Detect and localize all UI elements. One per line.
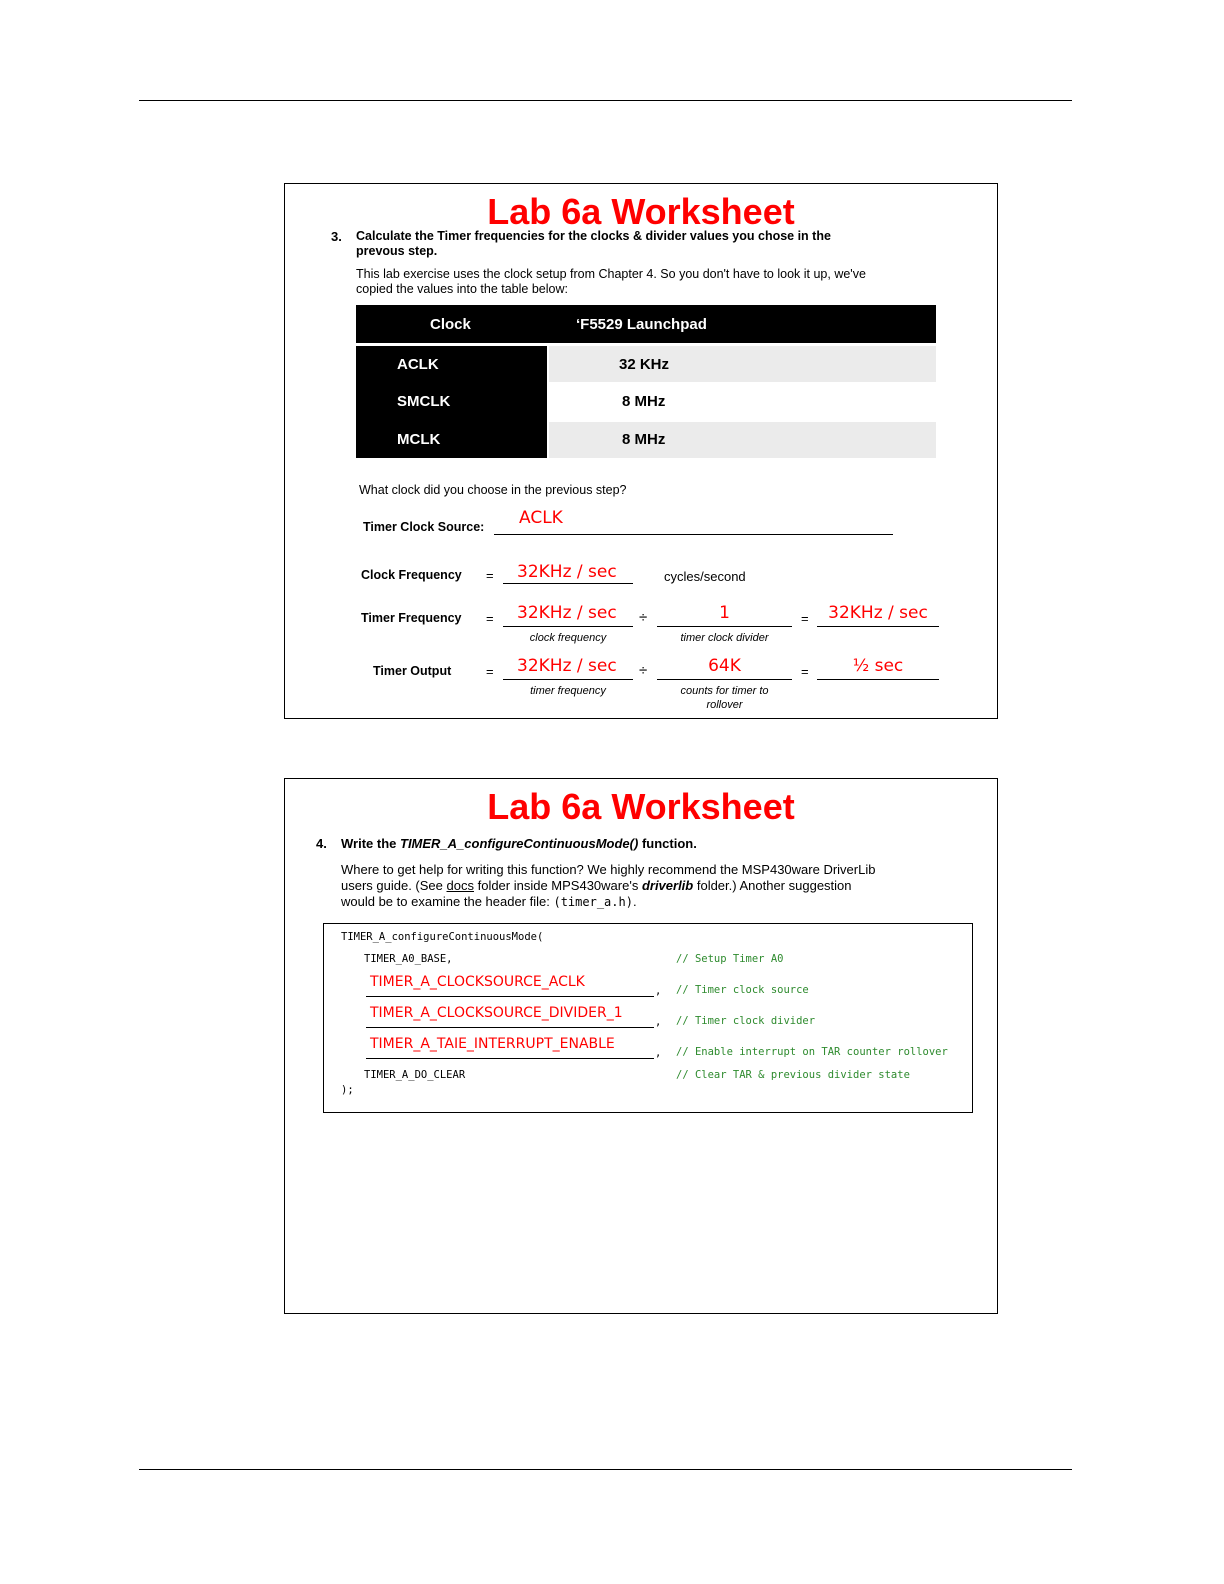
timer-output-answer-2: 64K bbox=[708, 656, 741, 676]
timer-frequency-answer-1: 32KHz / sec bbox=[517, 603, 617, 623]
answer-underline bbox=[494, 534, 893, 535]
code-comment: // Clear TAR & previous divider state bbox=[676, 1069, 910, 1081]
timer-output-label: Timer Output bbox=[373, 664, 452, 678]
timer-frequency-label: Timer Frequency bbox=[361, 611, 462, 625]
table-header-clock: Clock bbox=[430, 316, 471, 333]
answer-underline bbox=[366, 996, 654, 997]
caption-timer-frequency: timer frequency bbox=[530, 685, 606, 697]
caption-clock-frequency: clock frequency bbox=[529, 632, 607, 644]
slide-title: Lab 6a Worksheet bbox=[487, 191, 795, 232]
step-number: 3. bbox=[331, 229, 342, 244]
code-open: TIMER_A_configureContinuousMode( bbox=[341, 931, 544, 943]
timer-clock-source-label: Timer Clock Source: bbox=[363, 520, 485, 534]
code-answer-clocksource: TIMER_A_CLOCKSOURCE_ACLK bbox=[370, 974, 585, 990]
code-arg-base: TIMER_A0_BASE, bbox=[364, 953, 453, 965]
answer-underline bbox=[503, 679, 633, 680]
step-heading: Calculate the Timer frequencies for the clocks & divider values you chose in the prevous step. bbox=[356, 229, 831, 258]
caption-counts-rollover: counts for timer to rollover bbox=[680, 685, 769, 711]
timer-output-answer-1: 32KHz / sec bbox=[517, 656, 617, 676]
answer-underline bbox=[503, 583, 633, 584]
timer-output-result: ½ sec bbox=[852, 656, 904, 676]
code-close: ); bbox=[341, 1084, 354, 1096]
code-arg-clear: TIMER_A_DO_CLEAR bbox=[364, 1069, 466, 1081]
table-cell-value: 8 MHz bbox=[622, 393, 666, 410]
timer-clock-source-answer: ACLK bbox=[519, 508, 563, 528]
clock-table-header bbox=[356, 305, 936, 343]
code-comma: , bbox=[655, 1047, 662, 1059]
code-comma: , bbox=[655, 985, 662, 997]
clock-table-first-column bbox=[356, 346, 547, 458]
header-rule bbox=[139, 100, 1072, 101]
equals-sign: = bbox=[486, 664, 494, 679]
answer-underline bbox=[817, 679, 939, 680]
answer-underline bbox=[503, 626, 633, 627]
intro-text: This lab exercise uses the clock setup from Chapter 4. So you don't have to look it up, we've copied the values into the table below: bbox=[356, 267, 866, 296]
clock-frequency-answer: 32KHz / sec bbox=[517, 562, 617, 582]
table-cell-value: 8 MHz bbox=[622, 431, 666, 448]
slide-worksheet-step3 bbox=[284, 183, 998, 719]
table-cell-clock: SMCLK bbox=[397, 393, 451, 410]
code-box bbox=[323, 923, 973, 1113]
code-answer-interrupt: TIMER_A_TAIE_INTERRUPT_ENABLE bbox=[370, 1036, 615, 1052]
table-header-launchpad: ‘F5529 Launchpad bbox=[576, 316, 707, 333]
step-number: 4. bbox=[316, 836, 327, 851]
code-comment: // Timer clock divider bbox=[676, 1015, 816, 1027]
question-text: What clock did you choose in the previous step? bbox=[359, 483, 627, 497]
caption-timer-clock-divider: timer clock divider bbox=[680, 632, 769, 644]
slide-worksheet-step4 bbox=[284, 778, 998, 1314]
footer-rule bbox=[139, 1469, 1072, 1470]
divide-sign: ÷ bbox=[639, 609, 648, 626]
clock-frequency-label: Clock Frequency bbox=[361, 568, 462, 582]
answer-underline bbox=[657, 626, 792, 627]
equals-sign: = bbox=[801, 664, 809, 679]
step-heading: Write the TIMER_A_configureContinuousMode() function. bbox=[341, 836, 697, 851]
timer-frequency-answer-2: 1 bbox=[719, 603, 730, 623]
timer-frequency-result: 32KHz / sec bbox=[828, 603, 928, 623]
equals-sign: = bbox=[801, 611, 809, 626]
table-cell-clock: MCLK bbox=[397, 431, 441, 448]
slide-title: Lab 6a Worksheet bbox=[487, 786, 795, 827]
answer-underline bbox=[366, 1058, 654, 1059]
help-text: Where to get help for writing this function? We highly recommend the MSP430ware DriverLib users guide. (See docs folder inside MPS430ware's driverlib folder.) Another suggestion would be to examine the header file: (timer_a.h). bbox=[341, 862, 876, 909]
code-answer-divider: TIMER_A_CLOCKSOURCE_DIVIDER_1 bbox=[370, 1005, 623, 1021]
table-cell-value: 32 KHz bbox=[619, 356, 670, 373]
equals-sign: = bbox=[486, 611, 494, 626]
code-comment: // Enable interrupt on TAR counter rollover bbox=[676, 1046, 948, 1058]
clock-frequency-unit: cycles/second bbox=[664, 569, 746, 584]
code-comment: // Setup Timer A0 bbox=[676, 953, 784, 965]
table-row-bg bbox=[549, 346, 936, 382]
table-cell-clock: ACLK bbox=[397, 356, 439, 373]
divide-sign: ÷ bbox=[639, 662, 648, 679]
answer-underline bbox=[817, 626, 939, 627]
answer-underline bbox=[366, 1027, 654, 1028]
code-comma: , bbox=[655, 1016, 662, 1028]
answer-underline bbox=[657, 679, 792, 680]
table-row-bg bbox=[549, 422, 936, 458]
equals-sign: = bbox=[486, 568, 494, 583]
code-comment: // Timer clock source bbox=[676, 984, 809, 996]
